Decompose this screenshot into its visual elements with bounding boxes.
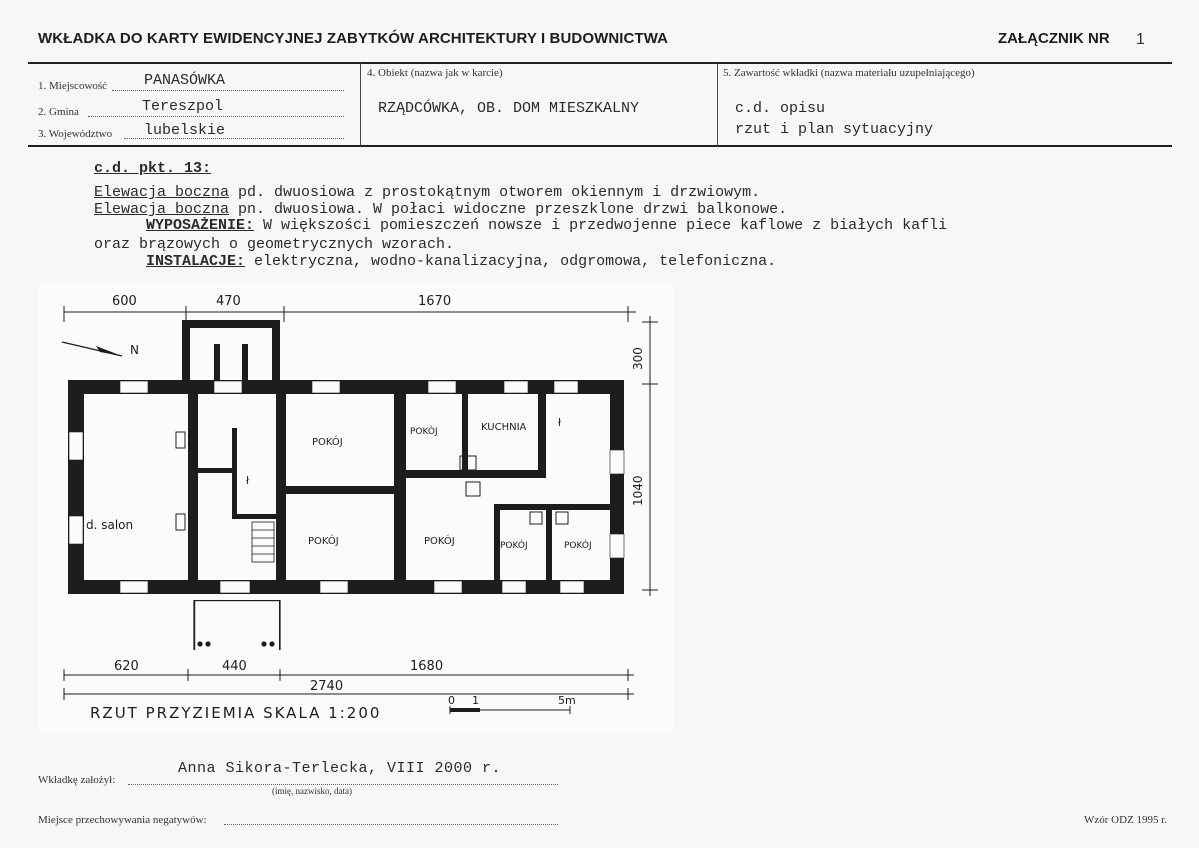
- wall: [242, 344, 248, 384]
- room-salon: d. salon: [86, 518, 134, 532]
- room-pokoj-2: POKÓJ: [308, 536, 339, 547]
- north-label: N: [130, 343, 139, 357]
- contents-label: 5. Zawartość wkładki (nazwa materiału uzupełniającego): [723, 67, 975, 79]
- line5-rest: elektryczna, wodno-kanalizacyjna, odgromowa, telefoniczna.: [245, 253, 777, 270]
- wall: [182, 320, 280, 328]
- description-line-5: [146, 253, 776, 270]
- floor-plan: [30, 282, 680, 734]
- scale-1: 1: [472, 694, 479, 707]
- wall-west: [68, 380, 84, 594]
- author-label: Wkładkę założył:: [38, 774, 116, 786]
- description-line-2: [94, 201, 787, 218]
- wall: [232, 514, 276, 519]
- wall: [272, 320, 280, 384]
- field-divider-1: [360, 63, 361, 146]
- contents-line2: rzut i plan sytuacyjny: [735, 121, 934, 138]
- author-dots: [128, 784, 558, 785]
- window: [610, 450, 624, 474]
- contents-line1: c.d. opisu: [735, 100, 826, 117]
- room-kuchnia: KUCHNIA: [481, 422, 527, 433]
- window: [214, 381, 242, 393]
- window: [560, 581, 584, 593]
- window: [69, 516, 83, 544]
- plan-caption: RZUT PRZYZIEMIA SKALA 1:200: [90, 704, 382, 722]
- commune-value: Tereszpol: [142, 98, 224, 115]
- wall: [462, 394, 468, 472]
- description-line-4: oraz brązowych o geometrycznych wzorach.: [94, 236, 455, 253]
- room-pokoj-1: POKÓJ: [312, 437, 343, 448]
- wall: [188, 394, 198, 580]
- wall: [198, 468, 234, 473]
- room-pokoj-4: POKÓJ: [424, 536, 455, 547]
- wall: [286, 486, 396, 494]
- dim-bottom-1: 620: [114, 659, 139, 674]
- window: [320, 581, 348, 593]
- window: [504, 381, 528, 393]
- wall: [538, 394, 546, 478]
- entrance-door: [220, 581, 250, 593]
- negatives-dots: [224, 824, 558, 825]
- dim-top-3: 1670: [418, 294, 452, 309]
- scale-0: 0: [448, 694, 455, 707]
- object-value: RZĄDCÓWKA, OB. DOM MIESZKALNY: [378, 100, 640, 117]
- top-rule: [28, 62, 1172, 64]
- line2-rest: pn. dwuosiowa. W połaci widoczne przeszklone drzwi balkonowe.: [229, 201, 788, 218]
- section-heading: c.d. pkt. 13:: [94, 160, 212, 177]
- wc-mark-2: ł: [246, 474, 250, 487]
- dim-bottom-3: 1680: [410, 659, 444, 674]
- line3-rest: W większości pomieszczeń nowsze i przedwojenne piece kaflowe z białych kafli: [254, 217, 948, 234]
- dim-right-1: 300: [631, 347, 645, 370]
- wall: [546, 504, 552, 584]
- commune-dots: [88, 116, 344, 117]
- author-hint: (imię, nazwisko, data): [272, 786, 352, 796]
- wall: [406, 470, 546, 478]
- description-line-3: [146, 217, 947, 234]
- wall: [232, 428, 237, 514]
- locality-label: 1. Miejscowość: [38, 80, 108, 92]
- line5-prefix: INSTALACJE:: [146, 253, 246, 270]
- negatives-label: Miejsce przechowywania negatywów:: [38, 814, 207, 826]
- voivodeship-label: 3. Województwo: [38, 128, 113, 140]
- window: [69, 432, 83, 460]
- dim-total: 2740: [310, 679, 344, 694]
- window: [554, 381, 578, 393]
- window: [428, 381, 456, 393]
- line3-prefix: WYPOSAŻENIE:: [146, 217, 255, 234]
- wall: [182, 320, 190, 384]
- wall-north: [68, 380, 624, 394]
- window: [312, 381, 340, 393]
- annex-number: 1: [1136, 31, 1145, 48]
- field-divider-2: [717, 63, 718, 146]
- wall: [214, 344, 220, 384]
- commune-label: 2. Gmina: [38, 106, 79, 118]
- locality-dots: [112, 90, 344, 91]
- window: [120, 381, 148, 393]
- fields-bottom-rule: [28, 145, 1172, 147]
- window: [502, 581, 526, 593]
- description-line-1: [94, 184, 760, 201]
- window: [434, 581, 462, 593]
- wall-east: [610, 380, 624, 594]
- line1-prefix: Elewacja boczna: [94, 184, 230, 201]
- form-title: WKŁADKA DO KARTY EWIDENCYJNEJ ZABYTKÓW ARCHITEKTURY I BUDOWNICTWA: [38, 30, 669, 47]
- dim-top-2: 470: [216, 294, 241, 309]
- voivodeship-value: lubelskie: [144, 122, 226, 139]
- dim-right-2: 1040: [631, 475, 645, 506]
- locality-value: PANASÓWKA: [144, 72, 226, 89]
- room-pokoj-3: POKÓJ: [410, 427, 438, 437]
- annex-label: ZAŁĄCZNIK NR: [998, 30, 1110, 47]
- wc-mark-1: ł: [558, 416, 562, 429]
- object-label: 4. Obiekt (nazwa jak w karcie): [367, 67, 503, 79]
- dim-top-1: 600: [112, 294, 137, 309]
- wall: [276, 394, 286, 580]
- line1-rest: pd. dwuosiowa z prostokątnym otworem okiennym i drzwiowym.: [229, 184, 761, 201]
- room-pokoj-5: POKÓJ: [500, 541, 528, 551]
- window: [610, 534, 624, 558]
- pattern-label: Wzór ODZ 1995 r.: [1084, 814, 1168, 826]
- scale-5: 5m: [558, 694, 576, 707]
- window: [120, 581, 148, 593]
- line2-prefix: Elewacja boczna: [94, 201, 230, 218]
- dim-bottom-2: 440: [222, 659, 247, 674]
- author-value: Anna Sikora-Terlecka, VIII 2000 r.: [178, 760, 502, 777]
- room-pokoj-6: POKÓJ: [564, 541, 592, 551]
